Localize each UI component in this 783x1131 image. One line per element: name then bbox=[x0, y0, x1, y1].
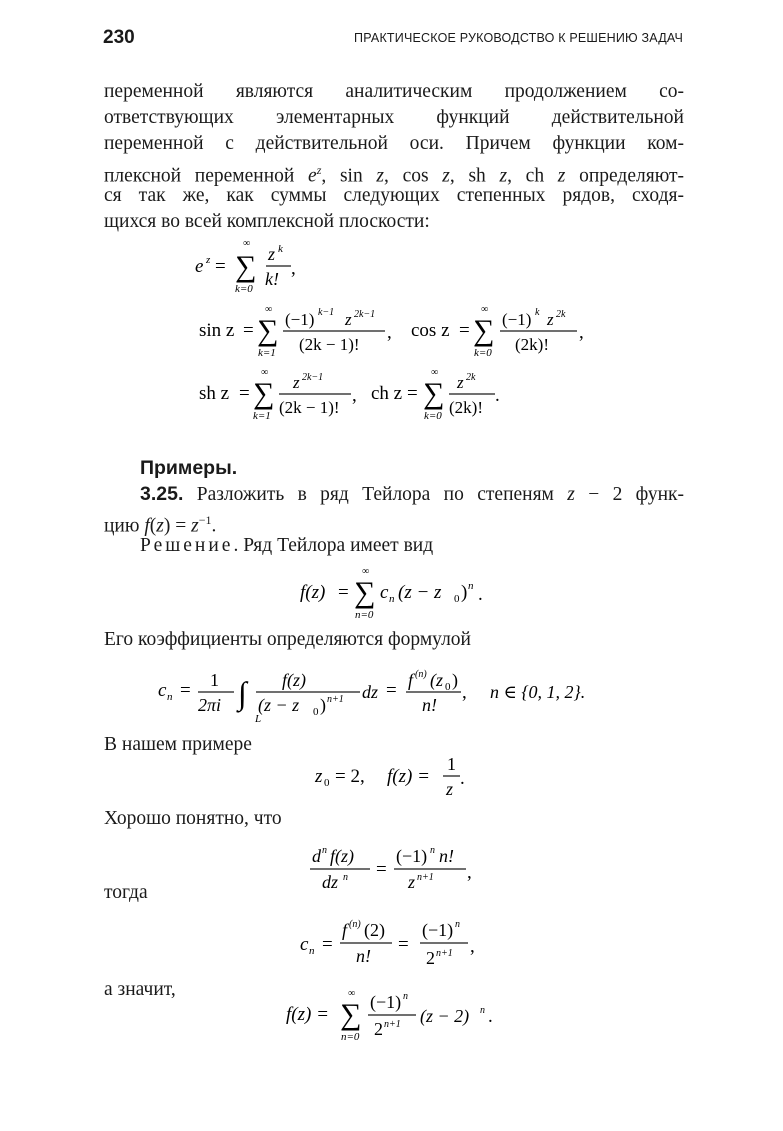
ch-upper: ∞ bbox=[431, 367, 439, 378]
problem-f: f bbox=[144, 515, 150, 537]
sin-num-b-exp: 2k−1 bbox=[354, 309, 376, 320]
cos-den: (2k)! bbox=[515, 335, 549, 354]
final-sum: ∑ bbox=[340, 998, 362, 1031]
cn-den1: n! bbox=[356, 946, 371, 966]
given-den: z bbox=[446, 779, 454, 799]
coef-frac3-den: n! bbox=[422, 695, 437, 715]
sin-eq: = bbox=[243, 320, 254, 341]
final-lower: n=0 bbox=[341, 1031, 360, 1043]
cos-lower: k=0 bbox=[474, 347, 492, 359]
cn-eq2: = bbox=[398, 934, 409, 955]
intro-e: e bbox=[308, 165, 317, 187]
intro-line-4-text-f: , cos bbox=[384, 165, 443, 187]
given-z-eq: = 2, bbox=[335, 766, 365, 787]
sin-sum: ∑ bbox=[257, 314, 279, 347]
cos-lhs: cos z bbox=[411, 320, 450, 341]
final-num-exp: n bbox=[403, 991, 408, 1002]
coef-frac3-num3: ) bbox=[452, 670, 458, 690]
intro-e-exp: z bbox=[316, 163, 322, 177]
coef-comma: , bbox=[462, 682, 467, 703]
sh-upper: ∞ bbox=[261, 367, 269, 378]
intro-line-3: переменной с действительной оси. Причем функции ком- bbox=[104, 133, 684, 154]
intro-line-6: щихся во всей комплексной плоскости: bbox=[104, 211, 430, 232]
solution-line bbox=[140, 533, 433, 559]
deriv-dz-exp: n bbox=[343, 872, 348, 883]
problem-z-arg: z bbox=[156, 515, 164, 537]
coef-eq: = bbox=[180, 680, 191, 701]
coef-frac3-num: f bbox=[408, 670, 414, 690]
problem-text-a: Разложить в ряд Тейлора по степеням bbox=[183, 484, 568, 505]
exp-num-exp: k bbox=[278, 243, 283, 255]
deriv-f: f(z) bbox=[330, 846, 354, 866]
cos-upper: ∞ bbox=[481, 304, 489, 315]
ch-sum: ∑ bbox=[423, 377, 445, 410]
solution-text: . Ряд Тейлора имеет вид bbox=[233, 535, 434, 556]
exp-lower: k=0 bbox=[235, 283, 253, 295]
taylor-tail: . bbox=[478, 584, 483, 605]
sh-den: (2k − 1)! bbox=[279, 398, 340, 417]
coef-frac3-num-exp: (n) bbox=[415, 669, 427, 680]
deriv-tail: , bbox=[467, 862, 472, 883]
series-formulas bbox=[195, 226, 615, 426]
coef-frac3-num-sub: 0 bbox=[445, 681, 451, 693]
coef-frac2-den-exp: n+1 bbox=[327, 694, 344, 705]
sin-tail: , bbox=[387, 322, 392, 343]
taylor-close: ) bbox=[461, 582, 468, 603]
examples-heading: Примеры. bbox=[140, 457, 238, 479]
cn-formula bbox=[300, 912, 500, 968]
deriv-eq: = bbox=[376, 859, 387, 880]
exp-upper: ∞ bbox=[243, 238, 251, 249]
final-num: (−1) bbox=[370, 992, 402, 1012]
exp-lhs-exp: z bbox=[206, 254, 211, 266]
sh-num-exp: 2k−1 bbox=[302, 372, 324, 383]
deriv-rhs-num: (−1) bbox=[396, 846, 428, 866]
taylor-lhs: f(z) bbox=[300, 582, 326, 603]
intro-z4: z bbox=[557, 165, 566, 187]
coef-c-sub: n bbox=[167, 691, 173, 703]
sh-lhs: sh z bbox=[199, 383, 230, 404]
intro-line-4-text-h: , sh bbox=[449, 165, 500, 187]
taylor-c-sub: n bbox=[389, 593, 395, 605]
cn-den2-exp: n+1 bbox=[436, 948, 453, 959]
problem-period: . bbox=[211, 515, 217, 537]
final-formula bbox=[286, 982, 516, 1048]
taylor-z0-sub: 0 bbox=[454, 593, 460, 605]
deriv-d-exp: n bbox=[322, 845, 327, 856]
exp-sum: ∑ bbox=[235, 250, 257, 283]
sh-lower: k=1 bbox=[253, 410, 271, 422]
sin-lhs: sin z bbox=[199, 320, 235, 341]
coef-frac2-num: f(z) bbox=[282, 670, 306, 690]
deriv-d: d bbox=[312, 846, 321, 866]
sin-upper: ∞ bbox=[265, 304, 273, 315]
ch-lhs: ch z bbox=[371, 383, 403, 404]
intro-line-4-text-l: определяют- bbox=[565, 165, 685, 187]
problem-line-1 bbox=[140, 481, 684, 508]
final-body: (z − 2) bbox=[420, 1006, 470, 1026]
exp-eq: = bbox=[215, 256, 226, 277]
coef-frac2-den-sub: 0 bbox=[313, 706, 319, 718]
coef-c: c bbox=[158, 680, 167, 701]
sin-num-a: (−1) bbox=[285, 310, 315, 329]
intro-line-4-text-d: , sin bbox=[321, 165, 377, 187]
coef-frac2-den-close: ) bbox=[320, 695, 326, 715]
given-f: f(z) = bbox=[387, 766, 430, 787]
taylor-lower: n=0 bbox=[355, 609, 374, 621]
problem-text-c: − 2 функ- bbox=[574, 484, 684, 505]
deriv-dz: dz bbox=[322, 872, 339, 892]
cn-den2: 2 bbox=[426, 948, 435, 968]
taylor-exp: n bbox=[468, 580, 474, 592]
cn-num1-exp: (n) bbox=[349, 919, 361, 930]
exp-lhs: e bbox=[195, 256, 204, 277]
taylor-paren: (z − z bbox=[398, 582, 442, 603]
cn-c-sub: n bbox=[309, 945, 315, 957]
cos-num-b: z bbox=[547, 310, 554, 329]
deriv-rhs-num2: n! bbox=[439, 846, 454, 866]
sh-num: z bbox=[293, 373, 300, 392]
coef-frac1-den: 2πi bbox=[198, 695, 222, 715]
sin-num-b: z bbox=[345, 310, 352, 329]
ch-num-exp: 2k bbox=[466, 372, 476, 383]
sin-den: (2k − 1)! bbox=[299, 335, 360, 354]
problem-paren-close: ) = bbox=[163, 515, 192, 537]
problem-z: z bbox=[567, 484, 575, 505]
deriv-rhs-den: z bbox=[408, 872, 416, 892]
taylor-sum: ∑ bbox=[354, 576, 376, 609]
taylor-formula bbox=[300, 562, 520, 624]
sh-sum: ∑ bbox=[253, 377, 275, 410]
example-text: В нашем примере bbox=[104, 734, 252, 755]
page-number: 230 bbox=[103, 27, 135, 48]
cos-num-b-exp: 2k bbox=[556, 309, 566, 320]
intro-line-5: ся так же, как суммы следующих степенных рядов, сходя- bbox=[104, 185, 684, 206]
understood-text: Хорошо понятно, что bbox=[104, 808, 282, 829]
final-lhs: f(z) = bbox=[286, 1004, 329, 1025]
intro-line-4-text-a: плексной переменной bbox=[104, 165, 309, 187]
cos-tail: , bbox=[579, 322, 584, 343]
cn-c: c bbox=[300, 934, 309, 955]
ch-lower: k=0 bbox=[424, 410, 442, 422]
given-num: 1 bbox=[447, 754, 456, 774]
cn-eq: = bbox=[322, 934, 333, 955]
coef-frac2-den: (z − z bbox=[258, 695, 300, 715]
cos-num-a-exp: k bbox=[535, 307, 540, 318]
cn-tail: , bbox=[470, 936, 475, 957]
coef-formula bbox=[158, 660, 618, 730]
ch-num: z bbox=[457, 373, 464, 392]
solution-label: Решение bbox=[140, 535, 234, 556]
intro-z2: z bbox=[442, 165, 450, 187]
cn-num2-exp: n bbox=[455, 919, 460, 930]
ch-eq: = bbox=[407, 383, 418, 404]
ch-den: (2k)! bbox=[449, 398, 483, 417]
running-title: ПРАКТИЧЕСКОЕ РУКОВОДСТВО К РЕШЕНИЮ ЗАДАЧ bbox=[354, 31, 683, 45]
problem-z-rhs: z bbox=[191, 515, 199, 537]
problem-number: 3.25. bbox=[140, 483, 184, 505]
problem-paren-open: ( bbox=[149, 515, 157, 537]
final-upper: ∞ bbox=[348, 988, 356, 999]
coef-frac3-num2: (z bbox=[430, 670, 443, 690]
deriv-rhs-den-exp: n+1 bbox=[417, 872, 434, 883]
coef-integral: ∫ bbox=[238, 675, 247, 711]
coef-dz: dz bbox=[362, 682, 379, 702]
final-tail: . bbox=[488, 1006, 493, 1027]
coef-integral-sub: L bbox=[255, 713, 262, 725]
taylor-c: c bbox=[380, 582, 389, 603]
sh-eq: = bbox=[239, 383, 250, 404]
problem-text-2a: цию bbox=[104, 515, 145, 537]
cos-num-a: (−1) bbox=[502, 310, 532, 329]
deriv-rhs-num-exp: n bbox=[430, 845, 435, 856]
coef-text: Его коэффициенты определяются формулой bbox=[104, 629, 471, 650]
intro-z3: z bbox=[499, 165, 508, 187]
exp-tail: , bbox=[291, 258, 296, 279]
intro-line-4-text-j: , ch bbox=[507, 165, 558, 187]
hence-text: а значит, bbox=[104, 979, 176, 1000]
exp-den: k! bbox=[265, 269, 279, 289]
ch-tail: . bbox=[495, 385, 500, 406]
deriv-formula bbox=[308, 840, 488, 894]
page-header bbox=[103, 27, 683, 53]
sin-num-a-exp: k−1 bbox=[318, 307, 335, 318]
given-z: z bbox=[315, 766, 323, 787]
taylor-eq: = bbox=[338, 582, 349, 603]
given-tail: . bbox=[460, 768, 465, 789]
cn-num1: f bbox=[342, 920, 348, 940]
cn-num2: (−1) bbox=[422, 920, 454, 940]
coef-eq2: = bbox=[386, 680, 397, 701]
coef-frac1-num: 1 bbox=[210, 670, 219, 690]
cn-num1b: (2) bbox=[364, 920, 385, 940]
given-z-sub: 0 bbox=[324, 777, 330, 789]
final-den: 2 bbox=[374, 1019, 383, 1039]
problem-exponent: −1 bbox=[198, 513, 212, 527]
cos-eq: = bbox=[459, 320, 470, 341]
taylor-upper: ∞ bbox=[362, 566, 370, 577]
coef-condition: n ∈ {0, 1, 2}. bbox=[490, 682, 586, 702]
cos-sum: ∑ bbox=[473, 314, 495, 347]
sh-tail: , bbox=[352, 385, 357, 406]
given-formula bbox=[315, 752, 495, 804]
final-body-exp: n bbox=[480, 1005, 485, 1016]
intro-z1: z bbox=[376, 165, 385, 187]
intro-line-1: переменной являются аналитическим продолжением со- bbox=[104, 81, 684, 102]
final-den-exp: n+1 bbox=[384, 1019, 401, 1030]
exp-num: z bbox=[268, 244, 276, 264]
intro-line-2: ответствующих элементарных функций действительной bbox=[104, 107, 684, 128]
sin-lower: k=1 bbox=[258, 347, 276, 359]
then-text: тогда bbox=[104, 882, 148, 903]
